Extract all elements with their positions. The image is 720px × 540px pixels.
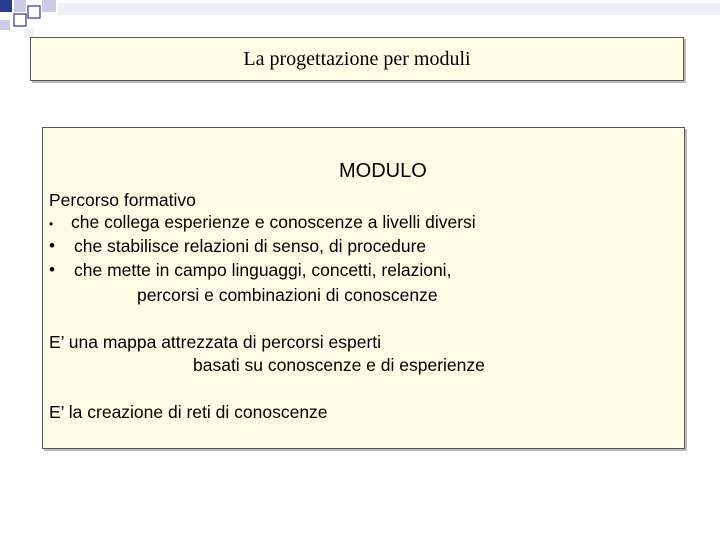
corner-decoration <box>0 0 720 40</box>
paragraph-2: E’ la creazione di reti di conoscenze <box>49 402 328 422</box>
bullet-marker: • <box>49 260 55 279</box>
title-box <box>30 37 684 81</box>
slide-title: La progettazione per moduli <box>243 47 471 70</box>
bullet-item-3: che mette in campo linguaggi, concetti, relazioni, <box>74 260 452 280</box>
content-box <box>42 127 685 449</box>
intro-text: Percorso formativo <box>49 190 196 210</box>
bullet-marker: • <box>49 217 54 231</box>
paragraph-1-line-1: E’ una mappa attrezzata di percorsi esperti <box>49 332 382 352</box>
bullet-item-1: che collega esperienze e conoscenze a livelli diversi <box>71 212 476 232</box>
bullet-item-2: che stabilisce relazioni di senso, di procedure <box>74 236 427 256</box>
bullet-marker: • <box>49 236 55 255</box>
paragraph-1-line-2: basati su conoscenze e di esperienze <box>193 355 485 375</box>
bullet-item-3-continuation: percorsi e combinazioni di conoscenze <box>137 285 438 305</box>
module-heading: MODULO <box>339 160 427 182</box>
